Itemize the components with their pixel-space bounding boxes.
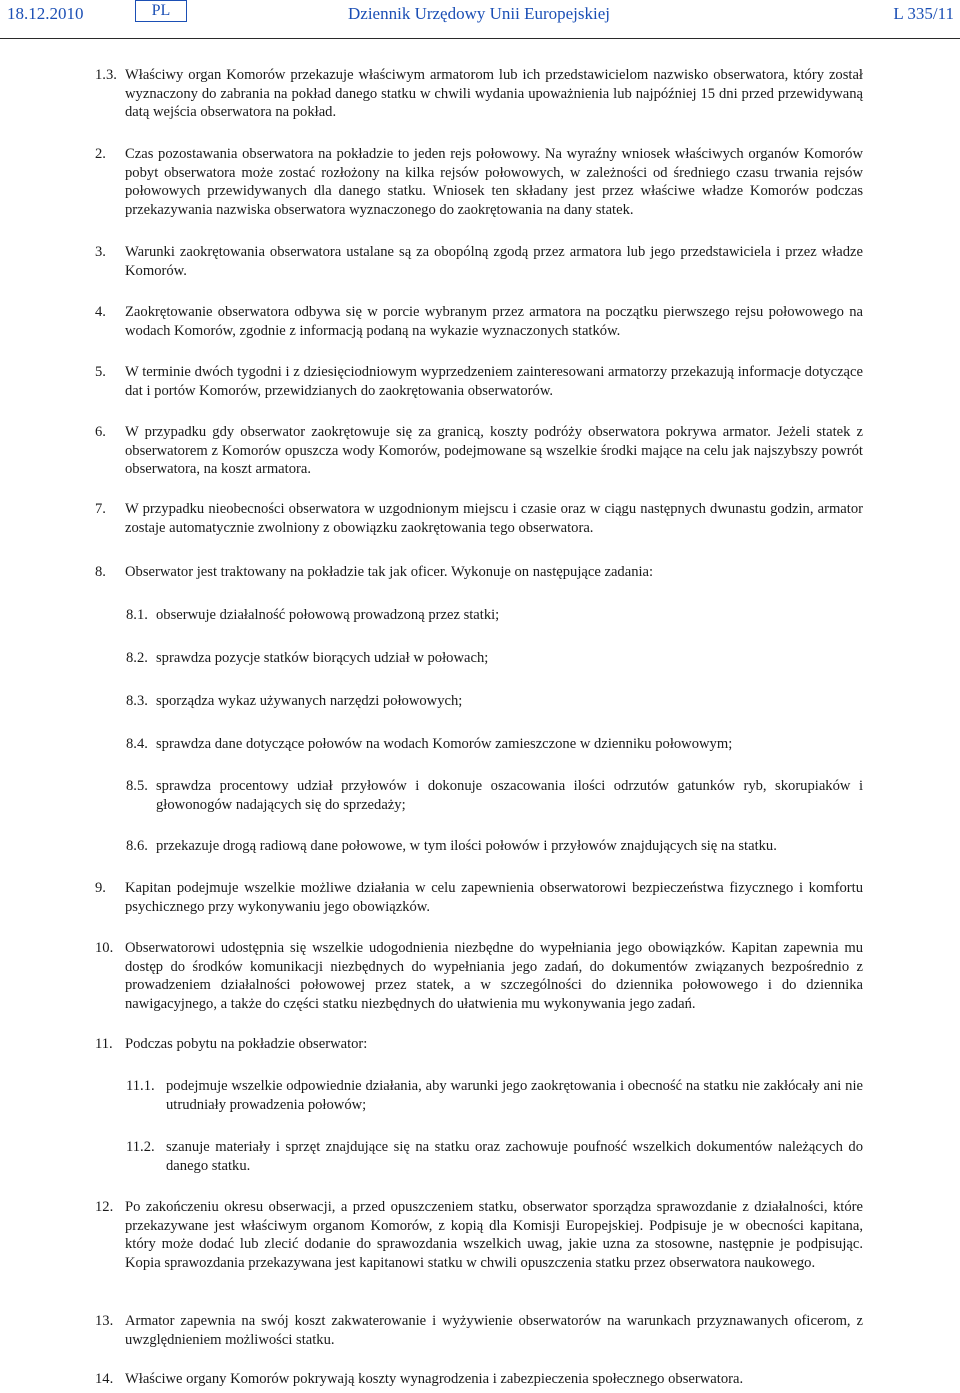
paragraph-number: 12.: [95, 1199, 114, 1215]
header-divider: [0, 38, 960, 39]
subitem-11-1: [126, 1077, 863, 1114]
paragraph-4: [95, 303, 863, 340]
subitem-text: obserwuje działalność połowową prowadzoną przez statki;: [156, 607, 500, 623]
paragraph-number: 9.: [95, 880, 106, 896]
paragraph-9: [95, 879, 863, 916]
subitem-text: sprawdza pozycje statków biorących udział w połowach;: [156, 650, 489, 666]
paragraph-text: Obserwatorowi udostępnia się wszelkie udogodnienia niezbędne do wypełniania jego obowiązków. Kapitan zapewnia mu dostęp do środków komunikacji niezbędnych do wypełniania jego zadań, do dokumentów związanych bezpośrednio z prowadzeniem działalności połowowej przez statek, a w szczególności do dziennika połowowego i do dziennika nawigacyjnego, a także do części statku niezbędnych do ułatwienia mu wykonywania jego zadań.: [125, 940, 863, 1013]
paragraph-number: 13.: [95, 1313, 114, 1329]
subitem-text: sprawdza procentowy udział przyłowów i dokonuje oszacowania ilości odrzutów gatunków ryb, skorupiaków i głowonogów nadających się do sprzedaży;: [156, 778, 863, 813]
paragraph-number: 8.: [95, 564, 106, 580]
subitem-text: sprawdza dane dotyczące połowów na wodach Komorów zamieszczone w dzienniku połowowym;: [156, 736, 733, 752]
paragraph-text: Czas pozostawania obserwatora na pokładzie to jeden rejs połowowy. Na wyraźny wniosek właściwych organów Komorów pobyt obserwatora może zostać rozłożony na kilka rejsów połowowych, w zależności od średniego czasu trwania rejsów połowowych przewidywanych dla danego statku. Wniosek ten składany jest przez właściwe władze Komorów podczas przekazywania nazwiska obserwatora wyznaczonego do zaokrętowania na dany statek.: [125, 146, 863, 219]
paragraph-text: W terminie dwóch tygodni i z dziesięciodniowym wyprzedzeniem zainteresowani armatorzy przekazują informacje dotyczące dat i portów Komorów, przewidzianych do zaokrętowania obserwatorów.: [125, 364, 863, 399]
paragraph-number: 11.: [95, 1036, 113, 1052]
subitem-number: 8.3.: [126, 693, 148, 709]
paragraph-text: Podczas pobytu na pokładzie obserwator:: [125, 1036, 368, 1052]
paragraph-number: 3.: [95, 244, 106, 260]
paragraph-number: 14.: [95, 1371, 114, 1387]
paragraph-number: 2.: [95, 146, 106, 162]
paragraph-3: [95, 243, 863, 280]
paragraph-10: [95, 939, 863, 1014]
subitem-number: 8.1.: [126, 607, 148, 623]
subitem-text: przekazuje drogą radiową dane połowowe, w tym ilości połowów i przyłowów znajdujących się na statku.: [156, 838, 777, 854]
language-badge: PL: [135, 0, 187, 22]
paragraph-text: W przypadku gdy obserwator zaokrętowuje się za granicą, koszty podróży obserwatora pokrywa armator. Jeżeli statek z obserwatorem z Komorów opuszcza wody Komorów, podejmowane są wszelkie środki mające na celu jak najszybszy powrót obserwatora, na koszt armatora.: [125, 424, 863, 478]
subitem-number: 8.2.: [126, 650, 148, 666]
subitem-number: 8.5.: [126, 778, 148, 794]
paragraph-text: W przypadku nieobecności obserwatora w uzgodnionym miejscu i czasie oraz w ciągu następnych dwunastu godzin, armator zostaje automatycznie zwolniony z obowiązku zaokrętowania tego obserwatora.: [125, 501, 863, 536]
paragraph-number: 6.: [95, 424, 106, 440]
paragraph-number: 4.: [95, 304, 106, 320]
subitem-number: 8.6.: [126, 838, 148, 854]
paragraph-text: Zaokrętowanie obserwatora odbywa się w porcie wybranym przez armatora na początku pierwszego rejsu połowowego na wodach Komorów, zgodnie z informacją podaną na wykazie wyznaczonych statków.: [125, 304, 863, 339]
page-header: [0, 0, 960, 40]
subitem-8-6: [126, 837, 863, 856]
journal-title: Dziennik Urzędowy Unii Europejskiej: [348, 4, 611, 23]
paragraph-text: Właściwy organ Komorów przekazuje właściwym armatorom lub ich przedstawicielom nazwisko obserwatora, który został wyznaczony do zabrania na pokład danego statku w chwili wydania upoważnienia lub najpóźniej 15 dni przed przewidywaną datą wejścia obserwatora na pokład.: [125, 67, 863, 121]
paragraph-2: [95, 145, 863, 220]
paragraph-text: Po zakończeniu okresu obserwacji, a przed opuszczeniem statku, obserwator sporządza sprawozdanie z działalności, które przekazywane jest właściwym organom Komorów, z kopią dla Komisji Europejskiej. Podpisuje je w obecności kapitana, który może dodać lub zlecić dodanie do sprawozdania wszelkich uwag, jakie uzna za stosowne, następnie je podpisując. Kopia sprawozdania przekazywana jest kapitanowi statku w chwili opuszczenia statku przez obserwatora naukowego.: [125, 1199, 863, 1272]
subitem-number: 11.2.: [126, 1139, 155, 1155]
paragraph-11: [95, 1035, 863, 1054]
page-number: L 335/11: [893, 4, 954, 23]
paragraph-text: Właściwe organy Komorów pokrywają koszty wynagrodzenia i zabezpieczenia społecznego obserwatora.: [125, 1371, 744, 1387]
paragraph-text: Armator zapewnia na swój koszt zakwaterowanie i wyżywienie obserwatorów na warunkach przyznawanych oficerom, z uwzględnieniem możliwości statku.: [125, 1313, 863, 1348]
paragraph-1-3: [95, 66, 863, 122]
subitem-8-3: [126, 692, 863, 711]
paragraph-text: Warunki zaokrętowania obserwatora ustalane są za obopólną zgodą przez armatora lub jego przedstawiciela i przez władze Komorów.: [125, 244, 863, 279]
subitem-11-2: [126, 1138, 863, 1175]
paragraph-12: [95, 1198, 863, 1273]
subitem-8-4: [126, 735, 863, 754]
paragraph-6: [95, 423, 863, 479]
subitem-8-5: [126, 777, 863, 814]
publication-date: 18.12.2010: [7, 4, 84, 23]
subitem-number: 11.1.: [126, 1078, 155, 1094]
paragraph-number: 10.: [95, 940, 114, 956]
paragraph-number: 5.: [95, 364, 106, 380]
subitem-number: 8.4.: [126, 736, 148, 752]
paragraph-5: [95, 363, 863, 400]
paragraph-number: 1.3.: [95, 67, 117, 83]
subitem-text: szanuje materiały i sprzęt znajdujące się na statku oraz zachowuje poufność wszelkich dokumentów należących do danego statku.: [166, 1139, 863, 1174]
paragraph-14: [95, 1370, 863, 1389]
paragraph-7: [95, 500, 863, 537]
paragraph-text: Kapitan podejmuje wszelkie możliwe działania w celu zapewnienia obserwatorowi bezpieczeństwa fizycznego i komfortu psychicznego przy wykonywaniu jego obowiązków.: [125, 880, 863, 915]
subitem-text: podejmuje wszelkie odpowiednie działania, aby warunki jego zaokrętowania i obecność na statku nie zakłócały ani nie utrudniały prowadzenia połowów;: [166, 1078, 863, 1113]
paragraph-number: 7.: [95, 501, 106, 517]
paragraph-text: Obserwator jest traktowany na pokładzie tak jak oficer. Wykonuje on następujące zadania:: [125, 564, 654, 580]
subitem-8-2: [126, 649, 863, 668]
subitem-8-1: [126, 606, 863, 625]
subitem-text: sporządza wykaz używanych narzędzi połowowych;: [156, 693, 463, 709]
paragraph-8: [95, 563, 863, 582]
paragraph-13: [95, 1312, 863, 1349]
